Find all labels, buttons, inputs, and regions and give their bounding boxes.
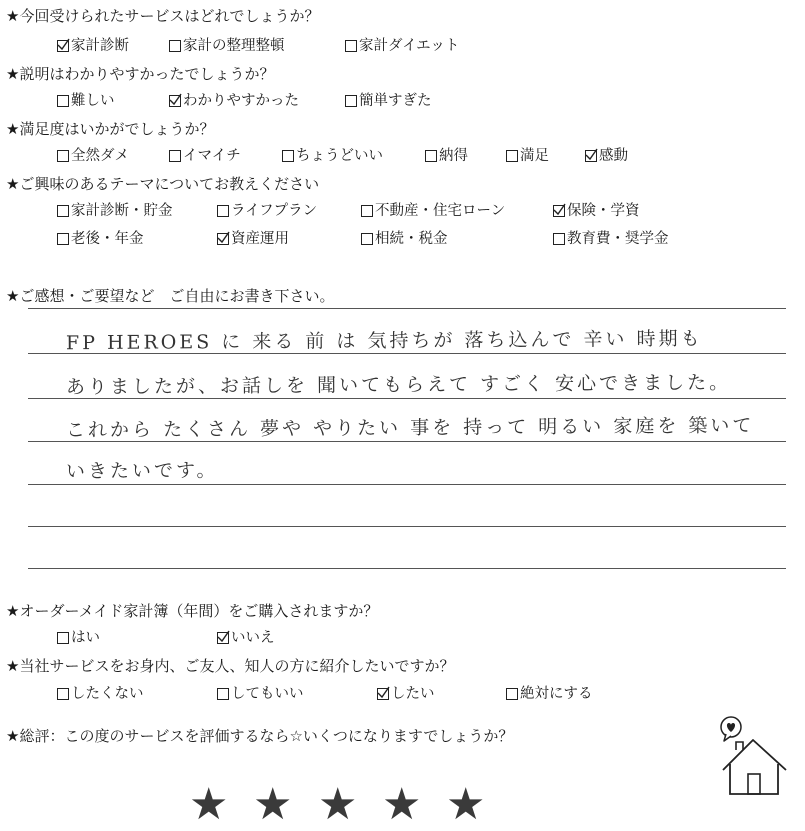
writing-line <box>28 484 786 485</box>
checkbox[interactable] <box>169 150 181 162</box>
option-q4-3[interactable]: 保険・学資 <box>553 202 640 220</box>
option-q4-5[interactable]: 資産運用 <box>217 230 289 248</box>
writing-line <box>28 568 786 569</box>
option-q3-1[interactable]: イマイチ <box>169 147 241 165</box>
checkbox[interactable] <box>57 150 69 162</box>
checkbox[interactable] <box>217 688 229 700</box>
checkbox[interactable] <box>282 150 294 162</box>
option-q7-0[interactable]: したくない <box>57 685 144 703</box>
checkbox[interactable] <box>169 40 181 52</box>
checkmark-icon <box>216 629 231 644</box>
handwritten-line-2: ありましたが、お話しを 聞いてもらえて すごく 安心できました。 <box>65 371 732 399</box>
checkbox[interactable] <box>361 205 373 217</box>
option-q3-2[interactable]: ちょうどいい <box>282 147 383 165</box>
checkmark-icon <box>56 37 71 52</box>
checkbox[interactable] <box>217 205 229 217</box>
checkbox[interactable] <box>217 632 229 644</box>
checkbox[interactable] <box>57 95 69 107</box>
option-q4-7[interactable]: 教育費・奨学金 <box>553 230 669 248</box>
option-q6-0[interactable]: はい <box>57 629 100 647</box>
option-q2-0[interactable]: 難しい <box>57 92 115 110</box>
writing-line <box>28 526 786 527</box>
checkmark-icon <box>552 202 567 217</box>
option-q1-1[interactable]: 家計の整理整頓 <box>169 37 285 55</box>
house-with-heart-bubble-icon <box>718 714 790 796</box>
question-4: ★ご興味のあるテーマについてお教えください <box>6 175 320 193</box>
star-icon-3[interactable]: ★ <box>318 779 358 830</box>
checkbox[interactable] <box>506 688 518 700</box>
option-q3-3[interactable]: 納得 <box>425 147 468 165</box>
option-q2-2[interactable]: 簡単すぎた <box>345 92 432 110</box>
option-q2-1[interactable]: わかりやすかった <box>169 92 299 110</box>
checkbox[interactable] <box>506 150 518 162</box>
handwritten-line-3: これから たくさん 夢や やりたい 事を 持って 明るい 家庭を 築いて <box>65 414 755 442</box>
star-icon-1[interactable]: ★ <box>189 779 229 830</box>
option-q1-0[interactable]: 家計診断 <box>57 37 129 55</box>
option-q6-1[interactable]: いいえ <box>217 629 275 647</box>
option-q3-0[interactable]: 全然ダメ <box>57 147 129 165</box>
checkbox[interactable] <box>345 40 357 52</box>
star-icon-5[interactable]: ★ <box>446 779 486 830</box>
checkbox[interactable] <box>377 688 389 700</box>
checkmark-icon <box>168 92 183 107</box>
question-2: ★説明はわかりやすかったでしょうか？ <box>6 65 275 83</box>
option-q4-2[interactable]: 不動産・住宅ローン <box>361 202 505 220</box>
question-6: ★オーダーメイド家計簿（年間）をご購入されますか？ <box>6 602 379 620</box>
checkmark-icon <box>376 685 391 700</box>
handwritten-line-4: いきたいです。 <box>65 459 219 483</box>
checkbox[interactable] <box>57 40 69 52</box>
checkbox[interactable] <box>217 233 229 245</box>
option-q4-1[interactable]: ライフプラン <box>217 202 317 220</box>
option-q1-2[interactable]: 家計ダイエット <box>345 37 459 55</box>
option-q4-4[interactable]: 老後・年金 <box>57 230 144 248</box>
checkbox[interactable] <box>425 150 437 162</box>
option-q4-0[interactable]: 家計診断・貯金 <box>57 202 173 220</box>
checkbox[interactable] <box>345 95 357 107</box>
handwritten-line-1: FP HEROES に 来る 前 は 気持ちが 落ち込んで 辛い 時期も <box>65 327 703 355</box>
checkbox[interactable] <box>361 233 373 245</box>
question-8: ★総評：この度のサービスを評価するなら☆いくつになりますでしょうか？ <box>6 727 514 745</box>
checkbox[interactable] <box>57 688 69 700</box>
checkbox[interactable] <box>57 233 69 245</box>
writing-line <box>28 308 786 309</box>
option-q7-3[interactable]: 絶対にする <box>506 685 593 703</box>
checkmark-icon <box>216 230 231 245</box>
checkbox[interactable] <box>553 205 565 217</box>
star-icon-2[interactable]: ★ <box>253 779 293 830</box>
checkmark-icon <box>584 147 599 162</box>
question-5: ★ご感想・ご要望など ご自由にお書き下さい。 <box>6 287 335 305</box>
checkbox[interactable] <box>57 632 69 644</box>
checkbox[interactable] <box>585 150 597 162</box>
option-q7-1[interactable]: してもいい <box>217 685 304 703</box>
checkbox[interactable] <box>57 205 69 217</box>
option-q7-2[interactable]: したい <box>377 685 435 703</box>
option-q3-5[interactable]: 感動 <box>585 147 628 165</box>
option-q4-6[interactable]: 相続・税金 <box>361 230 448 248</box>
option-q3-4[interactable]: 満足 <box>506 147 549 165</box>
question-7: ★当社サービスをお身内、ご友人、知人の方に紹介したいですか？ <box>6 657 455 675</box>
star-icon-4[interactable]: ★ <box>382 779 422 830</box>
checkbox[interactable] <box>553 233 565 245</box>
question-3: ★満足度はいかがでしょうか？ <box>6 120 215 138</box>
checkbox[interactable] <box>169 95 181 107</box>
question-1: ★今回受けられたサービスはどれでしょうか？ <box>6 7 320 25</box>
